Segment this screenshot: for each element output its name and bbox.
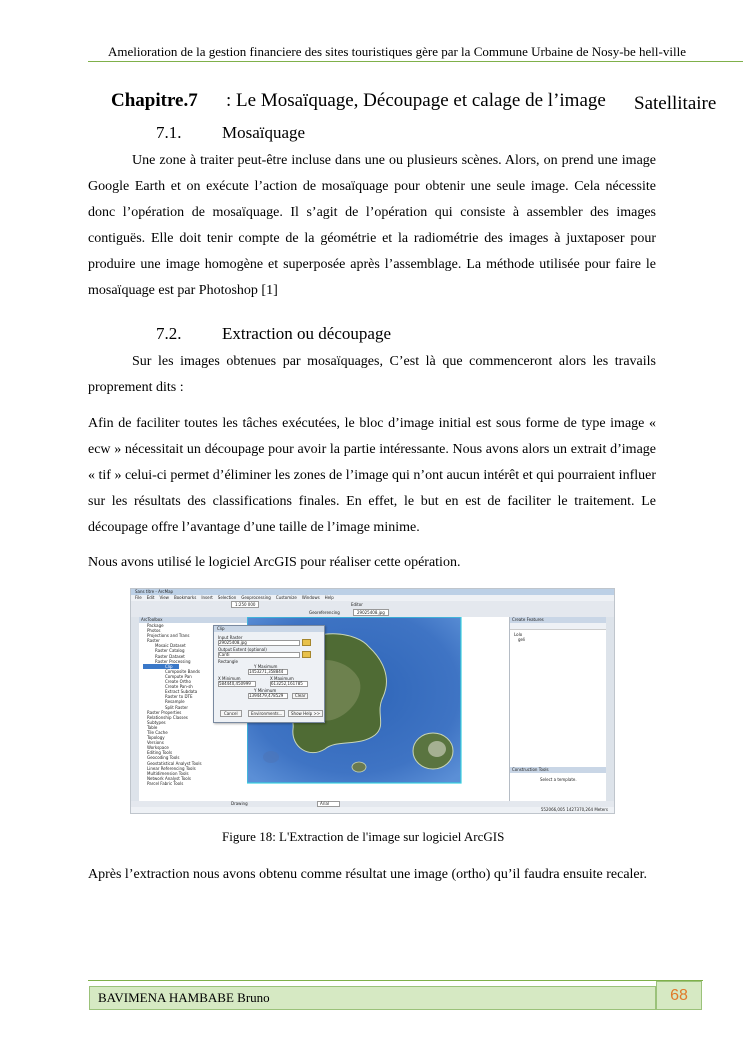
section-1-number: 7.1. [156, 123, 182, 142]
menu-help[interactable]: Help [324, 595, 334, 600]
menu-geoprocessing[interactable]: Geoprocessing [241, 595, 271, 600]
section-2-title: Extraction ou découpage [222, 324, 391, 343]
output-extent-label: Output Extent (optional) [218, 647, 267, 652]
xmin-label: X Minimum [218, 676, 241, 681]
create-features-panel [509, 617, 607, 801]
footer-author: BAVIMENA HAMBABE Bruno [98, 990, 270, 1005]
clip-dialog-title: Clip [214, 626, 324, 632]
construction-tools-hint: Select a template. [540, 777, 577, 782]
menu-edit[interactable]: Edit [146, 595, 155, 600]
toolbox-item[interactable]: Package [147, 623, 164, 628]
toolbox-item[interactable]: Photos [147, 628, 161, 634]
toolbox-item[interactable]: Create Ortho [165, 679, 191, 685]
drawing-menu[interactable]: Drawing [231, 801, 248, 806]
environments-button[interactable]: Environments... [248, 710, 285, 717]
chapter-title: : Le Mosaïquage, Découpage et calage de l’image [226, 90, 606, 111]
show-help-button[interactable]: Show Help >> [288, 710, 323, 717]
toolbox-item[interactable]: Parcel Fabric Tools [147, 780, 184, 786]
create-features-title: Create Features [510, 617, 607, 623]
header-rule [88, 61, 743, 62]
toolbox-item[interactable]: Network Analyst Tools [147, 775, 191, 781]
rectangle-label: Rectangle [218, 659, 238, 664]
ymin-field[interactable]: 1394479,478529 [248, 693, 288, 699]
toolbox-item[interactable]: Projections and Trans [147, 633, 190, 639]
section-2-paragraph-2: Afin de faciliter toutes les tâches exécutées, le bloc d’image initial est sous forme de type image « ecw » nécessitait un découpage pour avoir la partie intéressante. Nous avons alors un extrait d’image « tif » celui-ci permet d’éliminer les zones de l’image qui n’ont aucun intérêt et qui pourraient influer sur les résultats des classifications finales. En effet, le but en est de faciliter le traitement. Le découpage offre l’avantage d’une taille de l’image minime. [88, 416, 656, 535]
footer-rule [88, 980, 703, 981]
scale-box[interactable]: 1:250 000 [231, 601, 259, 608]
input-raster-field[interactable]: 29025408.jpg [218, 640, 300, 646]
running-header: Amelioration de la gestion financiere des sites touristiques gère par la Commune Urbaine de Nosy-be hell-ville [108, 44, 686, 59]
georeferencing-label[interactable]: Georeferencing [309, 610, 340, 615]
template-lolo[interactable]: Lolo [514, 632, 523, 637]
georef-layer-select[interactable]: 29025408.jpg [353, 609, 389, 616]
toolbox-item[interactable]: Raster Properties [147, 709, 182, 715]
toolbox-item[interactable]: Topology [147, 735, 165, 741]
toolbox-item[interactable]: Composite Bands [165, 668, 200, 674]
conclusion-paragraph: Après l’extraction nous avons obtenu comme résultat une image (ortho) qu’il faudra ensuite recaler. [88, 867, 648, 882]
cancel-button[interactable]: Cancel [220, 710, 242, 717]
toolbox-item[interactable]: Raster Dataset [155, 653, 185, 659]
toolbox-item[interactable]: Multidimension Tools [147, 770, 189, 776]
ymin-label: Y Minimum [254, 688, 277, 693]
ymax-field[interactable]: 1453271,358844 [248, 669, 288, 675]
toolbox-item[interactable]: Editing Tools [147, 750, 173, 756]
toolbox-item[interactable]: Raster to DTE [165, 694, 193, 700]
clip-dialog [213, 625, 325, 723]
toolbox-item[interactable]: Geostatistical Analyst Tools [147, 760, 202, 766]
arcmap-window-title: Sans titre - ArcMap [135, 589, 174, 594]
toolbox-item[interactable]: Linear Referencing Tools [147, 765, 196, 771]
section-2-paragraph-3: Nous avons utilisé le logiciel ArcGIS pour réaliser cette opération. [88, 555, 461, 570]
toolbox-item[interactable]: Raster Catalog [155, 648, 185, 654]
section-2-paragraph-1: Sur les images obtenues par mosaïquages, C’est là que commenceront alors les travails proprement dits : [88, 354, 656, 395]
section-1-paragraph: Une zone à traiter peut-être incluse dans une ou plusieurs scènes. Alors, on prend une image Google Earth et on exécute l’action de mosaïquage pour obtenir une seule image. Cela nécessite donc l’opération de mosaïquage. Il s’agit de l’opération qui consiste à assembler des images contiguës. Elle doit tenir compte de la géométrie et la radiométrie des images à juxtaposer pour produire une image homogène et superposée après l’assemblage. La méthode utilisée pour faire le mosaïquage est par Photoshop [1] [88, 153, 656, 298]
arcgis-screenshot [130, 588, 615, 814]
toolbox-item[interactable]: Versions [147, 740, 164, 746]
chapter-label: Chapitre.7 [111, 90, 198, 111]
toolbox-item[interactable]: Clip [143, 664, 179, 669]
arctoolbox-title: ArcToolbox [139, 617, 247, 623]
menu-view[interactable]: View [159, 595, 169, 600]
arcmap-toolbar-2 [131, 609, 614, 617]
create-features-toolbar [510, 623, 607, 630]
right-dock-tabs[interactable] [606, 617, 614, 801]
page-number: 68 [656, 981, 702, 1010]
toolbox-item[interactable]: Create Pan-sh [165, 684, 193, 690]
template-geli[interactable]: geli [518, 637, 526, 642]
font-select[interactable]: Arial [317, 801, 340, 807]
clear-button[interactable]: Clear [292, 693, 308, 699]
toolbox-item[interactable]: Workspace [147, 745, 169, 751]
menu-selection[interactable]: Selection [217, 595, 237, 600]
toolbox-item[interactable]: Compute Pan [165, 673, 192, 679]
browse-extent-icon[interactable] [302, 651, 311, 658]
figure-caption: Figure 18: L'Extraction de l'image sur logiciel ArcGIS [222, 829, 505, 844]
editor-label[interactable]: Editor [351, 602, 363, 607]
toolbox-item[interactable]: Table [147, 724, 158, 730]
menu-windows[interactable]: Windows [301, 595, 320, 600]
arcmap-toolbar-1 [131, 601, 614, 609]
construction-tools-title: Construction Tools [510, 767, 607, 773]
toolbox-item[interactable]: Relationship Classes [147, 714, 188, 720]
menu-file[interactable]: File [135, 595, 142, 600]
menu-customize[interactable]: Customize [275, 595, 297, 600]
toolbox-item[interactable]: Mosaic Dataset [155, 643, 186, 649]
toolbox-item[interactable]: Tile Cache [147, 729, 168, 735]
xmin-field[interactable]: 584440,450999 [218, 681, 256, 687]
chapter-title-end: Satellitaire [634, 93, 717, 114]
map-view[interactable] [217, 617, 509, 801]
xmax-field[interactable]: 613252,161785 [270, 681, 308, 687]
section-1-title: Mosaïquage [222, 123, 306, 142]
status-bar [131, 807, 614, 813]
input-raster-label: Input Raster [218, 635, 243, 640]
toolbox-item[interactable]: Resample [165, 699, 185, 705]
section-2-number: 7.2. [156, 324, 182, 343]
output-extent-field[interactable]: Cardi [218, 652, 300, 658]
menu-bookmarks[interactable]: Bookmarks [173, 595, 197, 600]
toolbox-item[interactable]: Raster Processing [155, 658, 191, 664]
browse-folder-icon[interactable] [302, 639, 311, 646]
xmax-label: X Maximum [270, 676, 294, 681]
toolbox-item[interactable]: Extract Subdata [165, 689, 198, 695]
toolbox-item[interactable]: Geocoding Tools [147, 755, 180, 761]
menu-insert[interactable]: Insert [201, 595, 213, 600]
ymax-label: Y Maximum [254, 664, 278, 669]
status-coordinates: 552066,005 1427370,264 Meters [540, 807, 608, 812]
toolbox-item[interactable]: Split Raster [165, 704, 189, 710]
toolbox-item[interactable]: Raster [147, 638, 160, 644]
toolbox-item[interactable]: Subtypes [147, 719, 166, 725]
